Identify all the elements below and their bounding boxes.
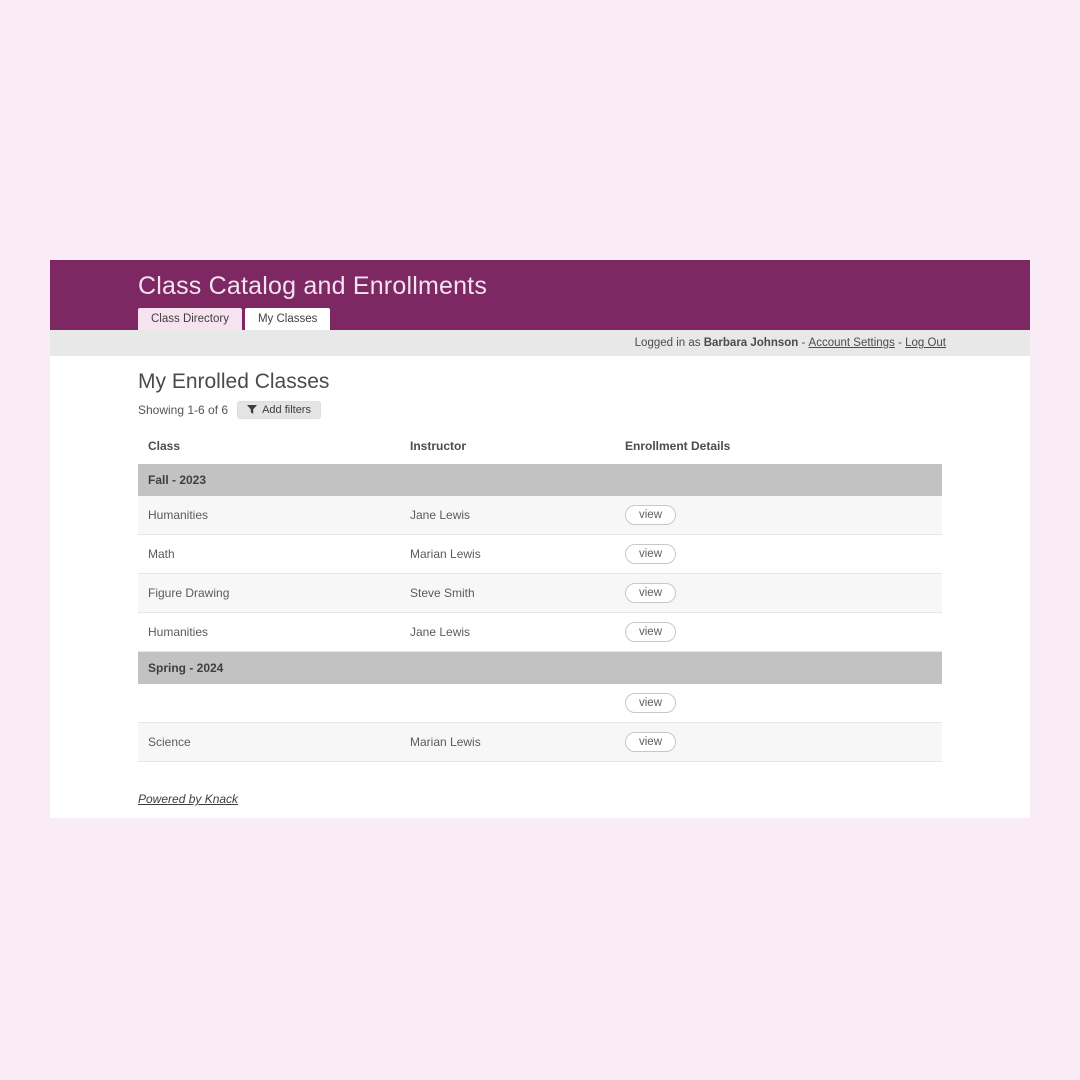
instructor-cell: Jane Lewis bbox=[410, 508, 471, 522]
view-button[interactable]: view bbox=[625, 732, 676, 752]
view-button[interactable]: view bbox=[625, 622, 676, 642]
class-cell: Science bbox=[148, 735, 191, 749]
account-settings-link[interactable]: Account Settings bbox=[808, 337, 895, 349]
enrollment-details-cell bbox=[615, 505, 942, 525]
log-out-link[interactable]: Log Out bbox=[905, 337, 946, 349]
column-header-instructor: Instructor bbox=[410, 439, 467, 453]
class-cell: Humanities bbox=[148, 625, 209, 639]
add-filters-label: Add filters bbox=[262, 404, 311, 416]
table-row bbox=[138, 613, 942, 652]
app-window bbox=[50, 260, 1030, 818]
group-header-row: Fall - 2023 bbox=[138, 464, 942, 496]
filter-funnel-icon bbox=[247, 405, 257, 415]
table-row bbox=[138, 574, 942, 613]
tab-bar bbox=[138, 308, 330, 330]
list-meta bbox=[138, 401, 942, 419]
class-cell: Humanities bbox=[148, 508, 209, 522]
view-button[interactable]: view bbox=[625, 544, 676, 564]
enrollment-details-cell bbox=[615, 583, 942, 603]
instructor-cell: Steve Smith bbox=[410, 586, 475, 600]
enrollment-details-cell bbox=[615, 622, 942, 642]
enrollment-details-cell bbox=[615, 693, 942, 713]
enrollment-details-cell bbox=[615, 544, 942, 564]
table-row bbox=[138, 684, 942, 723]
view-button[interactable]: view bbox=[625, 505, 676, 525]
tab-my-classes[interactable]: My Classes bbox=[245, 308, 330, 330]
table-row bbox=[138, 496, 942, 535]
class-cell: Math bbox=[148, 547, 175, 561]
user-bar bbox=[50, 330, 1030, 356]
table-row bbox=[138, 723, 942, 762]
page-title: My Enrolled Classes bbox=[138, 370, 330, 393]
column-header-enrollment-details: Enrollment Details bbox=[625, 439, 731, 453]
view-button[interactable]: view bbox=[625, 583, 676, 603]
group-header-row: Spring - 2024 bbox=[138, 652, 942, 684]
showing-count: Showing 1-6 of 6 bbox=[138, 403, 229, 417]
instructor-cell: Jane Lewis bbox=[410, 625, 471, 639]
app-header bbox=[50, 260, 1030, 330]
instructor-cell: Marian Lewis bbox=[410, 547, 481, 561]
separator: - bbox=[894, 337, 906, 349]
class-cell: Figure Drawing bbox=[148, 586, 230, 600]
separator: - bbox=[798, 337, 809, 349]
enrollment-details-cell bbox=[615, 732, 942, 752]
powered-by-knack-link[interactable]: Powered by Knack bbox=[138, 792, 239, 806]
tab-class-directory[interactable]: Class Directory bbox=[138, 308, 242, 330]
logged-in-user-name: Barbara Johnson bbox=[703, 337, 799, 349]
logged-in-prefix: Logged in as bbox=[634, 337, 704, 349]
instructor-cell: Marian Lewis bbox=[410, 735, 481, 749]
view-button[interactable]: view bbox=[625, 693, 676, 713]
table-header-row bbox=[138, 432, 942, 464]
main-content bbox=[50, 356, 1030, 808]
column-header-class: Class bbox=[148, 439, 181, 453]
add-filters-button[interactable] bbox=[237, 401, 321, 419]
table-row bbox=[138, 535, 942, 574]
table-body bbox=[138, 464, 942, 762]
app-title: Class Catalog and Enrollments bbox=[138, 272, 488, 300]
enrollments-table bbox=[138, 432, 942, 762]
